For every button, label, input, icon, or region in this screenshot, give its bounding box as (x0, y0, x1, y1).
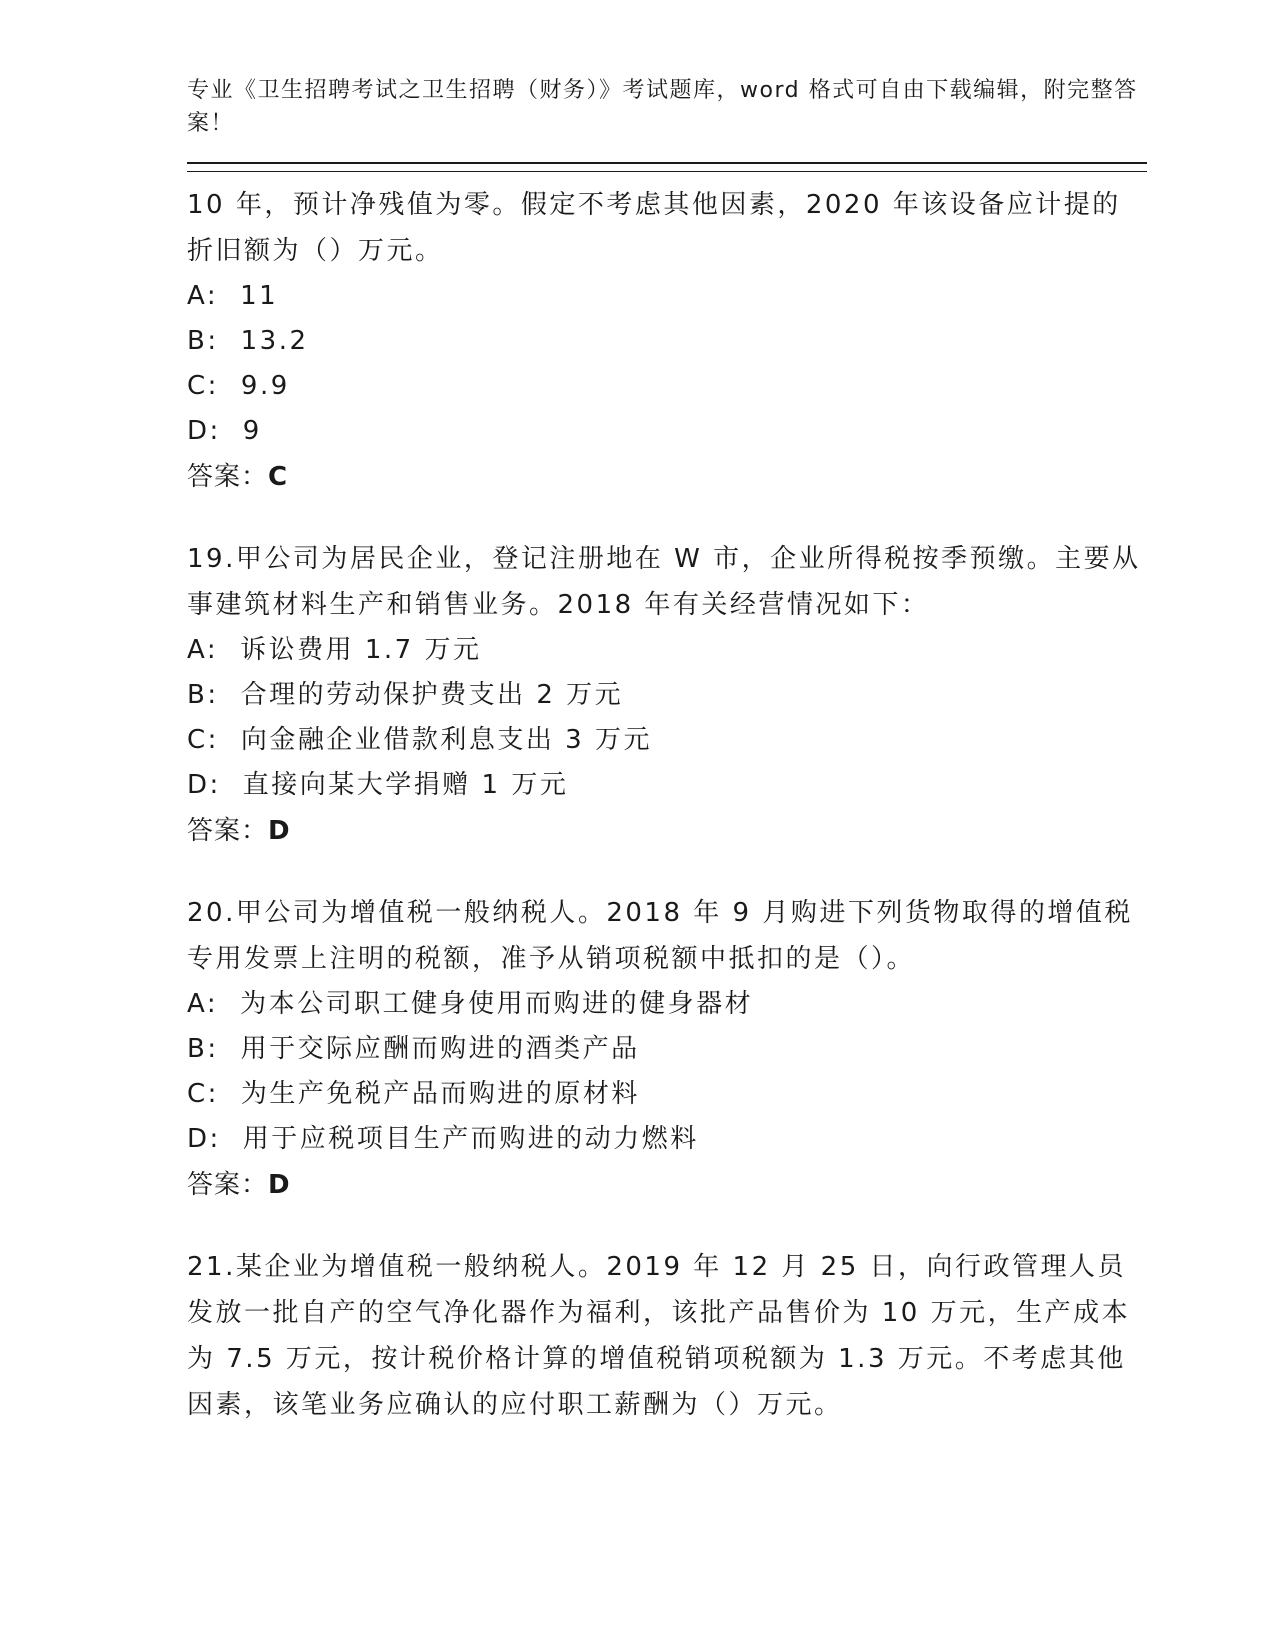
option-letter: B: (187, 680, 219, 710)
option-text: 向金融企业借款利息支出 3 万元 (240, 725, 652, 755)
document-page (187, 70, 1147, 1428)
option-b (187, 1027, 1147, 1072)
option-letter: B: (187, 1034, 219, 1064)
option-letter: D: (187, 770, 221, 800)
option-letter: C: (187, 1079, 219, 1109)
option-d (187, 409, 1147, 454)
option-b (187, 319, 1147, 364)
question-stem: 21.某企业为增值税一般纳税人。2019 年 12 月 25 日，向行政管理人员发放一批自产的空气净化器作为福利，该批产品售价为 10 万元，生产成本为 7.5 万元，按计税价格计算的增值税销项税额为 1.3 万元。不考虑其他因素，该笔业务应确认的应付职工薪酬为（）万元。 (187, 1252, 1131, 1420)
document-header: 专业《卫生招聘考试之卫生招聘（财务）》考试题库，word 格式可自由下载编辑，附完整答案！ (187, 78, 1138, 136)
question-stem: 19.甲公司为居民企业，登记注册地在 W 市，企业所得税按季预缴。主要从事建筑材料生产和销售业务。2018 年有关经营情况如下： (187, 544, 1141, 620)
option-letter: A: (187, 989, 219, 1019)
answer-label: 答案： (187, 816, 269, 846)
option-b (187, 673, 1147, 718)
question-block (187, 1244, 1147, 1428)
option-a (187, 982, 1147, 1027)
option-text: 诉讼费用 1.7 万元 (240, 635, 482, 665)
question-stem: 20.甲公司为增值税一般纳税人。2018 年 9 月购进下列货物取得的增值税专用发票上注明的税额，准予从销项税额中抵扣的是（）。 (187, 898, 1133, 974)
option-text: 直接向某大学捐赠 1 万元 (242, 770, 569, 800)
answer-line (187, 808, 1147, 854)
question-stem: 10 年，预计净残值为零。假定不考虑其他因素，2020 年该设备应计提的折旧额为（）万元。 (187, 190, 1121, 266)
answer-value: D (268, 1170, 291, 1200)
option-c (187, 718, 1147, 763)
option-text: 13.2 (240, 326, 309, 356)
answer-value: D (268, 816, 291, 846)
option-letter: C: (187, 371, 219, 401)
header-divider (187, 162, 1147, 172)
option-letter: D: (187, 1124, 221, 1154)
option-letter: A: (187, 635, 219, 665)
option-c (187, 364, 1147, 409)
answer-line (187, 454, 1147, 500)
question-block (187, 890, 1147, 1208)
option-text: 合理的劳动保护费支出 2 万元 (240, 680, 624, 710)
option-d (187, 763, 1147, 808)
option-d (187, 1117, 1147, 1162)
answer-label: 答案： (187, 1170, 269, 1200)
option-letter: D: (187, 416, 221, 446)
question-block (187, 536, 1147, 854)
option-text: 9.9 (240, 371, 290, 401)
option-text: 9 (242, 416, 262, 446)
option-text: 为本公司职工健身使用而购进的健身器材 (240, 989, 754, 1019)
option-text: 用于应税项目生产而购进的动力燃料 (242, 1124, 699, 1154)
option-a (187, 628, 1147, 673)
option-text: 为生产免税产品而购进的原材料 (240, 1079, 640, 1109)
question-block (187, 182, 1147, 500)
option-c (187, 1072, 1147, 1117)
option-letter: C: (187, 725, 219, 755)
question-list (187, 182, 1147, 1428)
answer-line (187, 1162, 1147, 1208)
answer-value: C (268, 462, 289, 492)
option-letter: A: (187, 281, 219, 311)
option-text: 用于交际应酬而购进的酒类产品 (240, 1034, 640, 1064)
option-letter: B: (187, 326, 219, 356)
option-a (187, 274, 1147, 319)
answer-label: 答案： (187, 462, 269, 492)
option-text: 11 (240, 281, 279, 311)
